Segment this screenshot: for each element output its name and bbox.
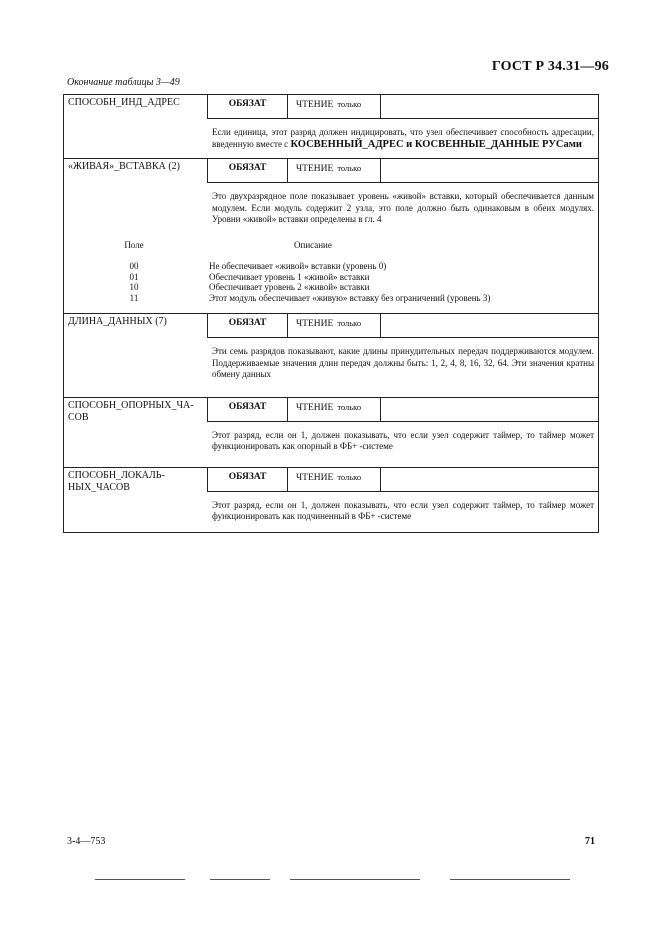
field-description: Этот разряд, если он 1, должен показывать, что если узел содержит таймер, то таймер может функционировать как опорный в ФБ+ -системе	[212, 429, 594, 451]
field-name: СПОСОБН_ИНД_АДРЕС	[68, 97, 180, 108]
field-column-header: Поле	[124, 239, 144, 250]
access-cell: ОБЯЗАТ	[207, 468, 287, 492]
print-code: 3-4—753	[67, 836, 106, 847]
description-column-header: Описание	[294, 239, 332, 250]
mode-cell: ЧТЕНИЕ только	[287, 468, 380, 492]
scan-artifact-line	[450, 879, 570, 880]
mode-cell: ЧТЕНИЕ только	[287, 95, 380, 119]
field-name: СПОСОБН_ОПОРНЫХ_ЧА-СОВ	[68, 399, 194, 423]
field-description: Этот разряд, если он 1, должен показывать, что если узел содержит таймер, то таймер может функционировать как подчиненный в ФБ+ -системе	[212, 499, 594, 521]
table-row	[64, 95, 598, 159]
table-row	[64, 159, 598, 314]
empty-cell	[380, 398, 598, 422]
table-row	[64, 314, 598, 398]
scan-artifact-line	[95, 879, 185, 880]
access-cell: ОБЯЗАТ	[207, 398, 287, 422]
register-table	[63, 94, 599, 533]
field-name: ДЛИНА_ДАННЫХ (7)	[68, 316, 167, 327]
page-number: 71	[585, 836, 595, 847]
access-cell: ОБЯЗАТ	[207, 159, 287, 183]
table-row	[64, 398, 598, 468]
field-description: Эти семь разрядов показывают, какие длины принудительных передач поддерживаются модулем. Поддерживаемые значения длин передач должны быть: 1, 2, 4, 8, 16, 32, 64. Эти значения кратны обмену данных	[212, 346, 594, 379]
table-row	[64, 468, 598, 532]
field-name: СПОСОБН_ЛОКАЛЬ-НЫХ_ЧАСОВ	[68, 469, 165, 493]
field-code: 10	[129, 282, 139, 292]
access-cell: ОБЯЗАТ	[207, 314, 287, 338]
standard-header: ГОСТ Р 34.31—96	[491, 59, 609, 74]
empty-cell	[380, 159, 598, 183]
field-description: Это двухразрядное поле показывает уровень «живой» вставки, который обеспечивается данным модулем. Если модуль содержит 2 узла, это поле должно быть одинаковым в обеих модулях. Уровни «живой» вставки определены в гл. 4	[212, 191, 594, 224]
empty-cell	[380, 468, 598, 492]
field-code-desc: Обеспечивает уровень 2 «живой» вставки	[209, 282, 370, 292]
access-cell: ОБЯЗАТ	[207, 95, 287, 119]
field-code: 00	[129, 261, 139, 271]
scan-artifact-line	[290, 879, 420, 880]
table-caption: Окончание таблицы 3—49	[67, 77, 180, 88]
mode-cell: ЧТЕНИЕ только	[287, 314, 380, 338]
field-code-desc: Не обеспечивает «живой» вставки (уровень 0)	[209, 261, 387, 271]
field-name: «ЖИВАЯ»_ВСТАВКА (2)	[68, 161, 181, 172]
scan-artifact-line	[210, 879, 270, 880]
field-code-desc: Этот модуль обеспечивает «живую» вставку без ограничений (уровень 3)	[209, 292, 491, 303]
mode-cell: ЧТЕНИЕ только	[287, 398, 380, 422]
field-description: Если единица, этот разряд должен индицировать, что узел обеспечивает способность адресации, введенную вместе с КОСВЕННЫЙ_АДРЕС и КОСВЕННЫЕ_ДАННЫЕ РУСами	[212, 127, 594, 150]
field-code: 01	[129, 271, 139, 282]
field-code: 11	[129, 292, 139, 303]
mode-cell: ЧТЕНИЕ только	[287, 159, 380, 183]
field-code-desc: Обеспечивает уровень 1 «живой» вставки	[209, 271, 370, 282]
empty-cell	[380, 95, 598, 119]
empty-cell	[380, 314, 598, 338]
